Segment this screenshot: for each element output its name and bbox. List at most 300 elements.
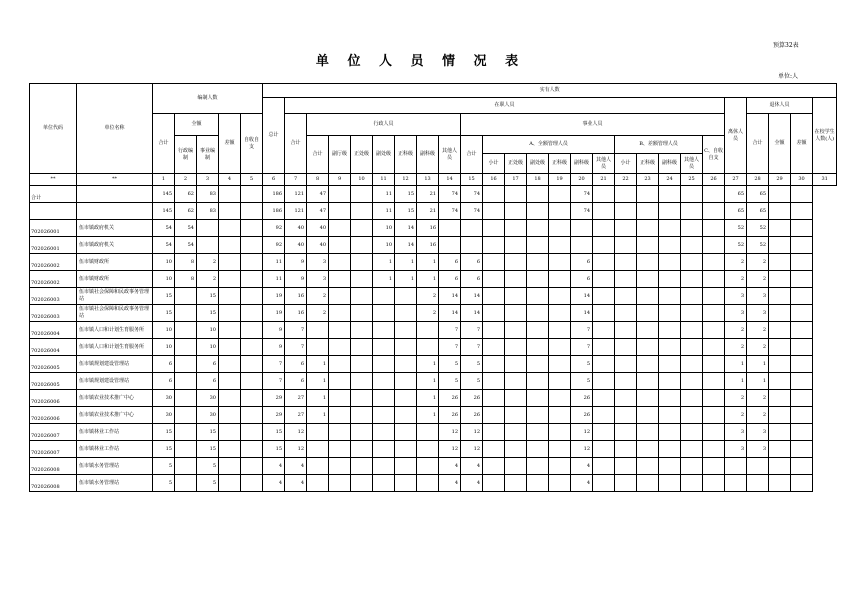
header-bz-quane: 全额: [175, 114, 219, 136]
value-cell: 4: [439, 458, 461, 475]
value-cell: [791, 322, 813, 339]
unit-name-cell: 伍市镇林业工作站: [77, 424, 153, 441]
index-cell: 9: [329, 174, 351, 186]
index-cell: 5: [241, 174, 263, 186]
value-cell: 4: [263, 475, 285, 492]
value-cell: [593, 288, 615, 305]
header-bianzhi: 编制人数: [153, 84, 263, 114]
index-cell: 29: [769, 174, 791, 186]
value-cell: [659, 220, 681, 237]
table-row: [30, 305, 837, 322]
value-cell: [527, 322, 549, 339]
value-cell: [791, 356, 813, 373]
value-cell: [219, 271, 241, 288]
value-cell: [791, 424, 813, 441]
value-cell: 15: [197, 288, 219, 305]
value-cell: 9: [285, 271, 307, 288]
value-cell: [549, 220, 571, 237]
value-cell: [703, 458, 725, 475]
value-cell: [791, 390, 813, 407]
header-xz-other: 其他人员: [439, 136, 461, 174]
value-cell: [637, 407, 659, 424]
header-xingzheng: 行政人员: [307, 114, 461, 136]
value-cell: 47: [307, 203, 329, 220]
value-cell: [659, 254, 681, 271]
value-cell: [703, 322, 725, 339]
value-cell: 62: [175, 203, 197, 220]
value-cell: 12: [285, 424, 307, 441]
value-cell: [659, 390, 681, 407]
value-cell: [219, 339, 241, 356]
value-cell: [593, 220, 615, 237]
value-cell: [769, 458, 791, 475]
value-cell: [483, 288, 505, 305]
value-cell: [681, 305, 703, 322]
value-cell: [373, 356, 395, 373]
value-cell: 40: [285, 237, 307, 254]
value-cell: 186: [263, 186, 285, 203]
value-cell: 14: [395, 220, 417, 237]
value-cell: [593, 203, 615, 220]
value-cell: [769, 373, 791, 390]
value-cell: [637, 356, 659, 373]
value-cell: 12: [571, 424, 593, 441]
value-cell: 6: [153, 356, 175, 373]
value-cell: [659, 237, 681, 254]
value-cell: 10: [197, 339, 219, 356]
value-cell: [373, 288, 395, 305]
value-cell: [197, 220, 219, 237]
value-cell: [681, 424, 703, 441]
value-cell: 15: [395, 186, 417, 203]
value-cell: 1: [417, 390, 439, 407]
value-cell: 2: [307, 305, 329, 322]
value-cell: [659, 441, 681, 458]
value-cell: 92: [263, 237, 285, 254]
value-cell: [791, 288, 813, 305]
value-cell: 8: [175, 254, 197, 271]
value-cell: 2: [725, 271, 747, 288]
unit-code-cell: [30, 203, 77, 220]
header-unit-code: 单位代码: [30, 84, 77, 174]
index-cell: 13: [417, 174, 439, 186]
value-cell: [527, 475, 549, 492]
value-cell: [483, 237, 505, 254]
value-cell: [219, 305, 241, 322]
header-xz-zhengchu: 正处级: [351, 136, 373, 174]
index-cell: 12: [395, 174, 417, 186]
value-cell: 26: [439, 390, 461, 407]
value-cell: [373, 441, 395, 458]
value-cell: [175, 475, 197, 492]
staff-table: [29, 83, 837, 492]
header-a-zhengke: 正科级: [549, 154, 571, 174]
value-cell: [703, 271, 725, 288]
value-cell: 74: [461, 186, 483, 203]
value-cell: [175, 322, 197, 339]
unit-code-cell: 合计: [30, 186, 77, 203]
value-cell: 9: [263, 322, 285, 339]
index-cell: 3: [197, 174, 219, 186]
unit-name-cell: 伍市镇水务管理站: [77, 475, 153, 492]
value-cell: [483, 322, 505, 339]
value-cell: 3: [747, 424, 769, 441]
value-cell: 15: [153, 305, 175, 322]
header-xz-fuchu: 副处级: [373, 136, 395, 174]
value-cell: 2: [417, 305, 439, 322]
value-cell: 14: [571, 288, 593, 305]
value-cell: 8: [175, 271, 197, 288]
unit-name-cell: 伍市镇财政所: [77, 271, 153, 288]
value-cell: [351, 458, 373, 475]
header-a-fuchu: 副处级: [527, 154, 549, 174]
value-cell: [219, 458, 241, 475]
value-cell: [703, 441, 725, 458]
value-cell: [351, 203, 373, 220]
value-cell: 1: [747, 356, 769, 373]
value-cell: [417, 322, 439, 339]
value-cell: [395, 475, 417, 492]
value-cell: [307, 339, 329, 356]
value-cell: 1: [417, 356, 439, 373]
value-cell: 1: [725, 356, 747, 373]
value-cell: 12: [439, 441, 461, 458]
value-cell: [769, 407, 791, 424]
value-cell: [373, 458, 395, 475]
value-cell: 4: [285, 458, 307, 475]
index-cell: 6: [263, 174, 285, 186]
value-cell: 2: [747, 390, 769, 407]
unit-code-cell: 702026008: [30, 475, 77, 492]
value-cell: [549, 390, 571, 407]
value-cell: [417, 339, 439, 356]
value-cell: [703, 373, 725, 390]
value-cell: [571, 237, 593, 254]
value-cell: [527, 237, 549, 254]
index-cell: 26: [703, 174, 725, 186]
value-cell: [681, 254, 703, 271]
value-cell: [351, 373, 373, 390]
value-cell: [175, 390, 197, 407]
table-row: [30, 186, 837, 203]
value-cell: [483, 339, 505, 356]
value-cell: [637, 475, 659, 492]
value-cell: 7: [461, 322, 483, 339]
value-cell: [241, 237, 263, 254]
value-cell: [505, 475, 527, 492]
value-cell: [637, 458, 659, 475]
value-cell: 4: [461, 458, 483, 475]
header-tuixiu: 退休人员: [747, 98, 813, 114]
header-bz-xingzheng: 行政编制: [175, 136, 197, 174]
unit-name-cell: 伍市镇水务管理站: [77, 458, 153, 475]
unit-code-cell: 702026004: [30, 339, 77, 356]
value-cell: [791, 220, 813, 237]
value-cell: [791, 186, 813, 203]
value-cell: [681, 186, 703, 203]
value-cell: [241, 322, 263, 339]
value-cell: [637, 288, 659, 305]
value-cell: [681, 458, 703, 475]
value-cell: [659, 407, 681, 424]
value-cell: [175, 441, 197, 458]
value-cell: 11: [373, 186, 395, 203]
value-cell: [351, 390, 373, 407]
value-cell: [417, 475, 439, 492]
value-cell: 52: [747, 237, 769, 254]
value-cell: [329, 237, 351, 254]
value-cell: [615, 407, 637, 424]
value-cell: [681, 288, 703, 305]
value-cell: [307, 441, 329, 458]
value-cell: [329, 254, 351, 271]
header-zaizhi: 在职人员: [285, 98, 725, 114]
value-cell: [351, 186, 373, 203]
value-cell: 30: [197, 390, 219, 407]
value-cell: [791, 407, 813, 424]
unit-name-cell: 伍市镇农业技术推广中心: [77, 390, 153, 407]
value-cell: 145: [153, 186, 175, 203]
value-cell: 7: [263, 356, 285, 373]
value-cell: 52: [747, 220, 769, 237]
value-cell: 1: [395, 271, 417, 288]
value-cell: 15: [153, 424, 175, 441]
value-cell: 47: [307, 186, 329, 203]
value-cell: 83: [197, 203, 219, 220]
value-cell: 74: [571, 186, 593, 203]
header-c-zishou: C、自收自支: [703, 136, 725, 174]
value-cell: [681, 237, 703, 254]
value-cell: [593, 305, 615, 322]
header-students: 在校学生人数(人): [813, 98, 837, 174]
value-cell: [637, 220, 659, 237]
value-cell: [241, 390, 263, 407]
value-cell: 12: [461, 441, 483, 458]
value-cell: [615, 424, 637, 441]
value-cell: 121: [285, 203, 307, 220]
value-cell: 4: [461, 475, 483, 492]
unit-code-cell: 702026002: [30, 271, 77, 288]
value-cell: 65: [725, 186, 747, 203]
value-cell: [483, 254, 505, 271]
value-cell: [483, 475, 505, 492]
value-cell: [219, 186, 241, 203]
index-cell: 4: [219, 174, 241, 186]
value-cell: [175, 424, 197, 441]
value-cell: [769, 288, 791, 305]
header-b-group: B、差额管理人员: [615, 136, 703, 154]
table-row: [30, 254, 837, 271]
value-cell: [175, 288, 197, 305]
value-cell: 2: [197, 254, 219, 271]
value-cell: 1: [417, 271, 439, 288]
value-cell: 10: [373, 220, 395, 237]
value-cell: [593, 390, 615, 407]
value-cell: [791, 271, 813, 288]
value-cell: [571, 220, 593, 237]
value-cell: [549, 356, 571, 373]
value-cell: [527, 271, 549, 288]
value-cell: [219, 220, 241, 237]
value-cell: 12: [285, 441, 307, 458]
value-cell: [681, 373, 703, 390]
value-cell: [175, 407, 197, 424]
value-cell: 3: [747, 441, 769, 458]
unit-name-cell: 伍市镇财政所: [77, 254, 153, 271]
value-cell: 62: [175, 186, 197, 203]
table-row: [30, 339, 837, 356]
value-cell: 2: [417, 288, 439, 305]
value-cell: [791, 237, 813, 254]
value-cell: [373, 305, 395, 322]
value-cell: [373, 322, 395, 339]
value-cell: [659, 271, 681, 288]
value-cell: [659, 339, 681, 356]
table-row: [30, 441, 837, 458]
table-row: [30, 322, 837, 339]
value-cell: [351, 356, 373, 373]
value-cell: [219, 373, 241, 390]
value-cell: [703, 288, 725, 305]
value-cell: [395, 305, 417, 322]
value-cell: [241, 203, 263, 220]
value-cell: 15: [153, 288, 175, 305]
header-bz-shiye: 事业编制: [197, 136, 219, 174]
value-cell: [549, 271, 571, 288]
value-cell: 10: [153, 322, 175, 339]
value-cell: 15: [395, 203, 417, 220]
header-unit-name: 单位名称: [77, 84, 153, 174]
value-cell: [395, 288, 417, 305]
value-cell: [307, 424, 329, 441]
value-cell: [549, 237, 571, 254]
value-cell: [505, 441, 527, 458]
value-cell: [483, 441, 505, 458]
value-cell: 40: [285, 220, 307, 237]
value-cell: [241, 271, 263, 288]
unit-name-cell: 伍市镇政府机关: [77, 237, 153, 254]
value-cell: [703, 203, 725, 220]
value-cell: [703, 407, 725, 424]
value-cell: [219, 322, 241, 339]
unit-name-cell: 伍市镇农业技术推广中心: [77, 407, 153, 424]
value-cell: 6: [285, 356, 307, 373]
value-cell: [329, 220, 351, 237]
value-cell: [307, 475, 329, 492]
value-cell: [241, 305, 263, 322]
value-cell: [219, 424, 241, 441]
value-cell: 6: [571, 254, 593, 271]
value-cell: [219, 390, 241, 407]
header-b-total: 小计: [615, 154, 637, 174]
unit-name-cell: 伍市镇林业工作站: [77, 441, 153, 458]
value-cell: 2: [747, 271, 769, 288]
value-cell: [329, 322, 351, 339]
index-cell: 14: [439, 174, 461, 186]
value-cell: 74: [571, 203, 593, 220]
value-cell: [549, 458, 571, 475]
value-cell: [703, 237, 725, 254]
value-cell: 6: [153, 373, 175, 390]
value-cell: 145: [153, 203, 175, 220]
value-cell: [615, 288, 637, 305]
value-cell: [637, 305, 659, 322]
value-cell: [659, 305, 681, 322]
value-cell: 11: [263, 271, 285, 288]
value-cell: 2: [725, 322, 747, 339]
value-cell: [615, 475, 637, 492]
unit-code-cell: 702026003: [30, 288, 77, 305]
header-a-group: A、全额管理人员: [483, 136, 615, 154]
value-cell: 6: [571, 271, 593, 288]
unit-code-cell: 702026002: [30, 254, 77, 271]
value-cell: [659, 424, 681, 441]
header-xz-futing: 副厅级: [329, 136, 351, 174]
unit-name-cell: 伍市镇社会保障和民政事务管理站: [77, 288, 153, 305]
value-cell: [307, 458, 329, 475]
value-cell: [637, 390, 659, 407]
value-cell: [769, 339, 791, 356]
unit-name-cell: [77, 186, 153, 203]
value-cell: [219, 441, 241, 458]
header-tx-quane: 全额: [769, 114, 791, 174]
value-cell: [681, 407, 703, 424]
value-cell: [527, 356, 549, 373]
value-cell: [637, 322, 659, 339]
value-cell: 15: [197, 305, 219, 322]
value-cell: [659, 373, 681, 390]
value-cell: [769, 220, 791, 237]
value-cell: [461, 220, 483, 237]
value-cell: 14: [439, 305, 461, 322]
value-cell: [329, 288, 351, 305]
value-cell: [791, 339, 813, 356]
value-cell: [527, 186, 549, 203]
value-cell: 3: [725, 441, 747, 458]
header-bz-zishou: 自收自支: [241, 114, 263, 174]
value-cell: [395, 458, 417, 475]
value-cell: [329, 407, 351, 424]
value-cell: [351, 220, 373, 237]
table-row: [30, 237, 837, 254]
value-cell: [395, 339, 417, 356]
value-cell: 15: [197, 441, 219, 458]
value-cell: 6: [439, 254, 461, 271]
value-cell: [461, 237, 483, 254]
index-cell: 23: [637, 174, 659, 186]
value-cell: [241, 186, 263, 203]
value-cell: 10: [197, 322, 219, 339]
value-cell: [241, 407, 263, 424]
value-cell: [241, 254, 263, 271]
value-cell: [241, 441, 263, 458]
value-cell: [241, 458, 263, 475]
value-cell: 7: [263, 373, 285, 390]
value-cell: 2: [307, 288, 329, 305]
value-cell: [241, 220, 263, 237]
value-cell: [329, 186, 351, 203]
header-lixiu: 离休人员: [725, 98, 747, 174]
value-cell: [329, 424, 351, 441]
value-cell: 26: [461, 407, 483, 424]
value-cell: [505, 339, 527, 356]
value-cell: [791, 305, 813, 322]
value-cell: [615, 186, 637, 203]
value-cell: [703, 305, 725, 322]
value-cell: [615, 373, 637, 390]
value-cell: [791, 254, 813, 271]
value-cell: [527, 288, 549, 305]
